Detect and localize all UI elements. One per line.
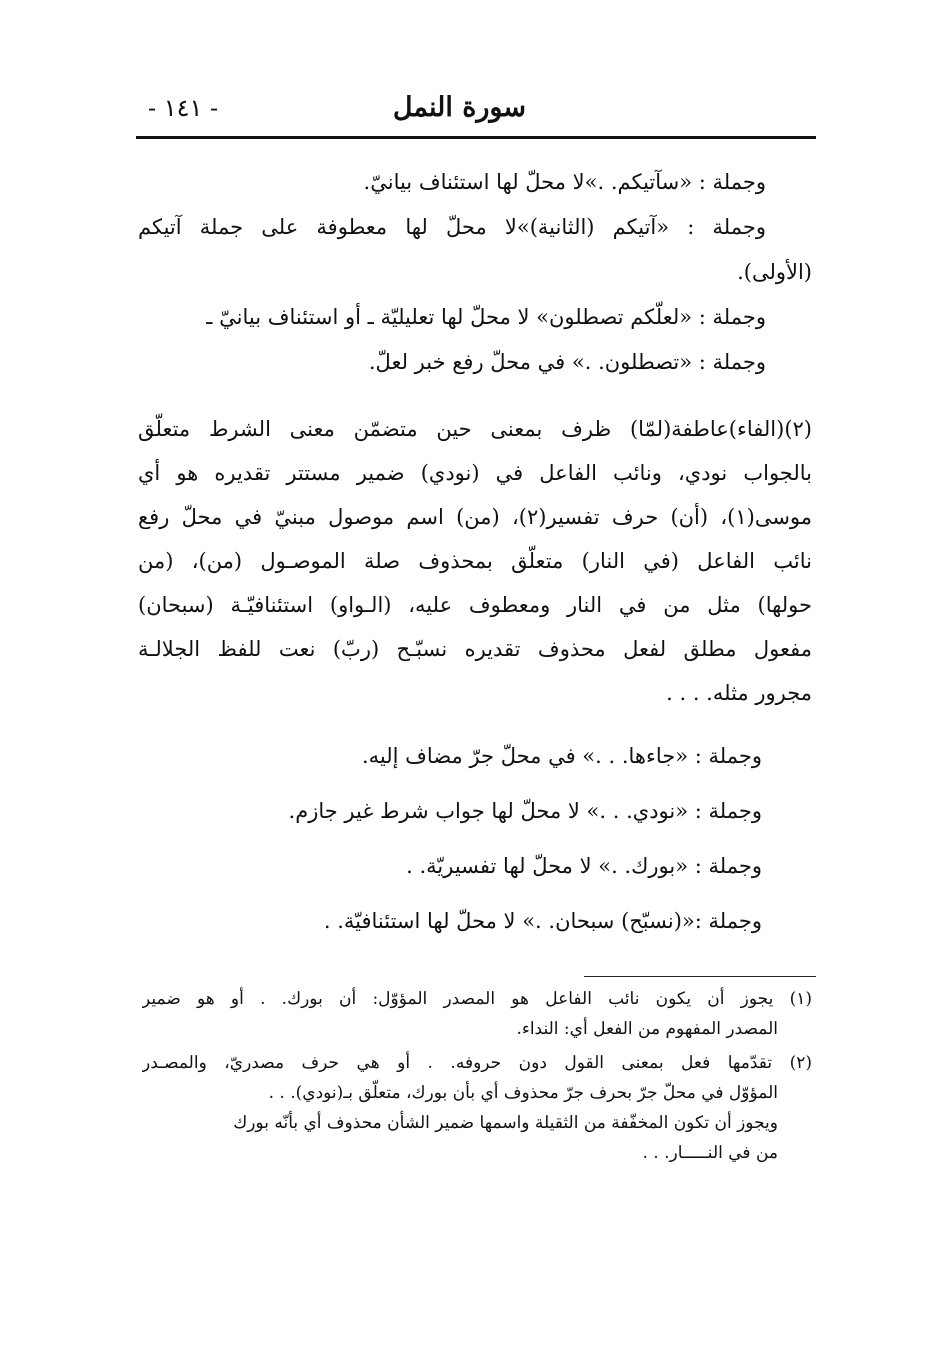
footnote-line: من في النـــــار. . . (642, 1143, 778, 1163)
sentence-analysis-block-2 (138, 729, 812, 949)
analysis-line: وجملة : «بورك. .» لا محلّ لها تفسيريّة. . (406, 854, 762, 878)
footnote-line: (٢) تقدّمها فعل بمعنى القول دون حروفه. . أو هي حرف مصدريّ، والمصـدر (142, 1053, 812, 1073)
paragraph-line: مجرور مثله. . . . (666, 681, 812, 705)
footnote-separator (584, 976, 816, 977)
paragraph-line: بالجواب نودي، ونائب الفاعل في (نودي) ضمير مستتر تقديره هو أي (138, 461, 812, 485)
footnote-line: المؤوّل في محلّ جرّ بحرف جرّ محذوف أي بأن بورك، متعلّق بـ(نودي). . . (268, 1083, 778, 1103)
sentence-analysis-block-1 (138, 160, 812, 385)
surah-title: سورة النمل (392, 92, 526, 123)
analysis-line: وجملة : «تصطلون. .» في محلّ رفع خبر لعلّ. (368, 350, 766, 374)
paragraph-line: مفعول مطلق لفعل محذوف تقديره نسبّـح (ربّ) نعت للفظ الجلالـة (138, 637, 812, 661)
paragraph-line: حولها) مثل من في النار ومعطوف عليه، (الـواو) استئنافيّـة (سبحان) (138, 593, 812, 617)
analysis-line: وجملة : «نودي. . .» لا محلّ لها جواب شرط غير جازم. (288, 799, 762, 823)
main-text (138, 160, 812, 949)
analysis-line: وجملة : «سآتيكم. .»لا محلّ لها استئناف بيانيّ. (363, 170, 766, 194)
paragraph-line: (٢)(الفاء)عاطفة(لمّا) ظرف بمعنى حين متضمّن معنى الشرط متعلّق (138, 417, 812, 441)
analysis-line: وجملة :«(نسبّح) سبحان. .» لا محلّ لها استئنافيّة. . (323, 909, 762, 933)
grammar-paragraph (138, 407, 812, 715)
footnote-line: المصدر المفهوم من الفعل أي: النداء. (516, 1019, 778, 1039)
paragraph-line: موسى(١)، (أن) حرف تفسير(٢)، (من) اسم موصول مبنيّ في محلّ رفع (138, 505, 812, 529)
footnote-line: ويجوز أن تكون المخفّفة من الثقيلة واسمها ضمير الشأن محذوف أي بأنّه بورك (233, 1113, 778, 1133)
analysis-line: وجملة : «آتيكم (الثانية)»لا محلّ لها معطوفة على جملة آتيكم (138, 215, 766, 239)
header-rule (136, 136, 816, 139)
analysis-line: وجملة : «لعلّكم تصطلون» لا محلّ لها تعليليّة ـ أو استئناف بيانيّ ـ (206, 305, 766, 329)
footnote-line: (١) يجوز أن يكون نائب الفاعل هو المصدر المؤوّل: أن بورك. . أو هو ضمير (142, 989, 812, 1009)
page-header (138, 92, 816, 136)
footnotes (142, 984, 812, 1168)
analysis-line: (الأولى). (737, 260, 812, 284)
analysis-line: وجملة : «جاءها. . .» في محلّ جرّ مضاف إليه. (361, 744, 762, 768)
paragraph-line: نائب الفاعل (في النار) متعلّق بمحذوف صلة الموصـول (من)، (من (138, 549, 812, 573)
page-number: - ١٤١ - (148, 94, 219, 122)
